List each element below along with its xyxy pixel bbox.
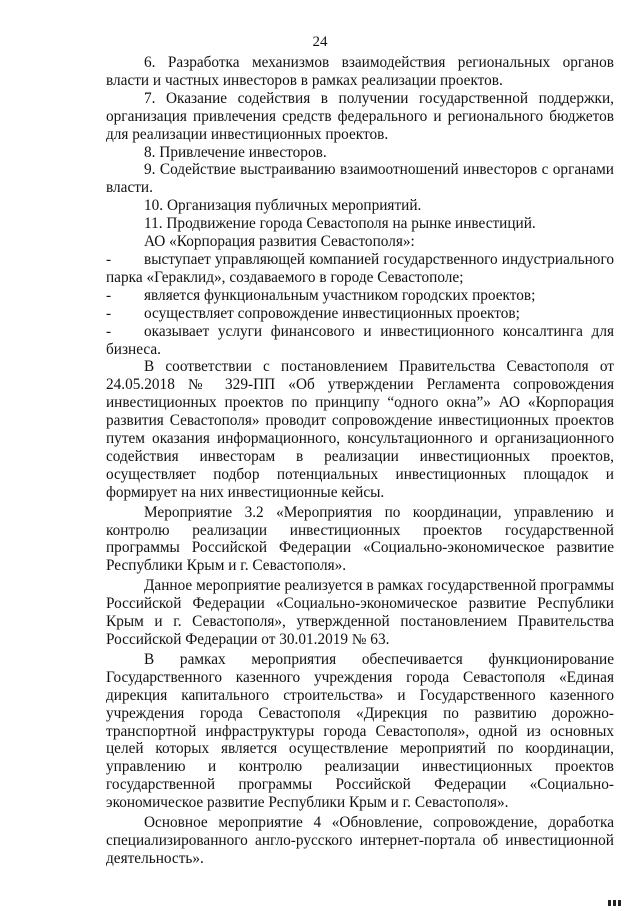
page-number: 24 bbox=[312, 34, 328, 50]
paragraph-item-10: 10. Организация публичных мероприятий. bbox=[144, 197, 422, 215]
paragraph-item-9: 9. Содействие выстраиванию взаимоотношений инвесторов с органами власти. bbox=[106, 161, 614, 197]
dash-list-item: - оказывает услуги финансового и инвестиционного консалтинга для бизнеса. bbox=[106, 323, 614, 359]
dash-bullet: - bbox=[106, 322, 112, 340]
document-body bbox=[106, 54, 614, 868]
dash-bullet: - bbox=[106, 304, 112, 322]
program-paragraph: Данное мероприятие реализуется в рамках государственной программы Российской Федерации «Социально-экономическое развитие Республики Крым и г. Севастополя», утвержденной постановлением Правительства Российской Федерации от 30.01.2019 № 63. bbox=[106, 577, 614, 648]
dash-bullet: - bbox=[106, 250, 112, 268]
paragraph-item-7: 7. Оказание содействия в получении государственной поддержки, организация привлечения средств федерального и регионального бюджетов для реализации инвестиционных проектов. bbox=[106, 89, 614, 143]
paragraph-item-6: 6. Разработка механизмов взаимодействия региональных органов власти и частных инвесторов в рамках реализации проектов. bbox=[106, 54, 614, 89]
directorate-paragraph: В рамках мероприятия обеспечивается функционирование Государственного казенного учреждения города Севастополя «Единая дирекция капитального строительства» и Государственного казенного учреждения города Севастополя «Дирекция по развитию дорожно-транспортной инфраструктуры города Севастополя», одной из основных целей которых является осуществление мероприятий по координации, управлению и контролю реализации инвестиционных проектов государственной программы Российской Федерации «Социально-экономическое развитие Республики Крым и г. Севастополя». bbox=[106, 650, 614, 812]
paragraph-item-11: 11. Продвижение города Севастополя на рынке инвестиций. bbox=[144, 215, 536, 233]
measure-3-2-paragraph: Мероприятие 3.2 «Мероприятия по координации, управлению и контролю реализации инвестиционных проектов государственной программы Российской Федерации «Социально-экономическое развитие Республики Крым и г. Севастополя». bbox=[106, 503, 614, 575]
dash-bullet: - bbox=[106, 286, 112, 304]
regulation-paragraph: В соответствии с постановлением Правительства Севастополя от 24.05.2018 № 329-ПП «Об утверждении Регламента сопровождения инвестиционных проектов по принципу “одного окна”» АО «Корпорация развития Севастополя» проводит сопровождение инвестиционных проектов путем оказания информационного, консультационного и организационного содействия инвесторам в реализации инвестиционных проектов, осуществляет подбор потенциальных инвестиционных площадок и формирует на них инвестиционные кейсы. bbox=[106, 358, 614, 501]
dash-list-item: - выступает управляющей компанией государственного индустриального парка «Гераклид», создаваемого в городе Севастополе; bbox=[106, 251, 614, 287]
measure-4-paragraph: Основное мероприятие 4 «Обновление, сопровождение, доработка специализированного англо-русского интернет-портала об инвестиционной деятельность». bbox=[106, 814, 614, 867]
paragraph-item-8: 8. Привлечение инвесторов. bbox=[144, 143, 327, 161]
dash-list-item: - является функциональным участником городских проектов; bbox=[106, 287, 614, 305]
corporation-heading: АО «Корпорация развития Севастополя»: bbox=[144, 233, 415, 251]
dash-list-item: - осуществляет сопровождение инвестиционных проектов; bbox=[106, 305, 614, 323]
scan-mark-icon bbox=[608, 893, 630, 901]
